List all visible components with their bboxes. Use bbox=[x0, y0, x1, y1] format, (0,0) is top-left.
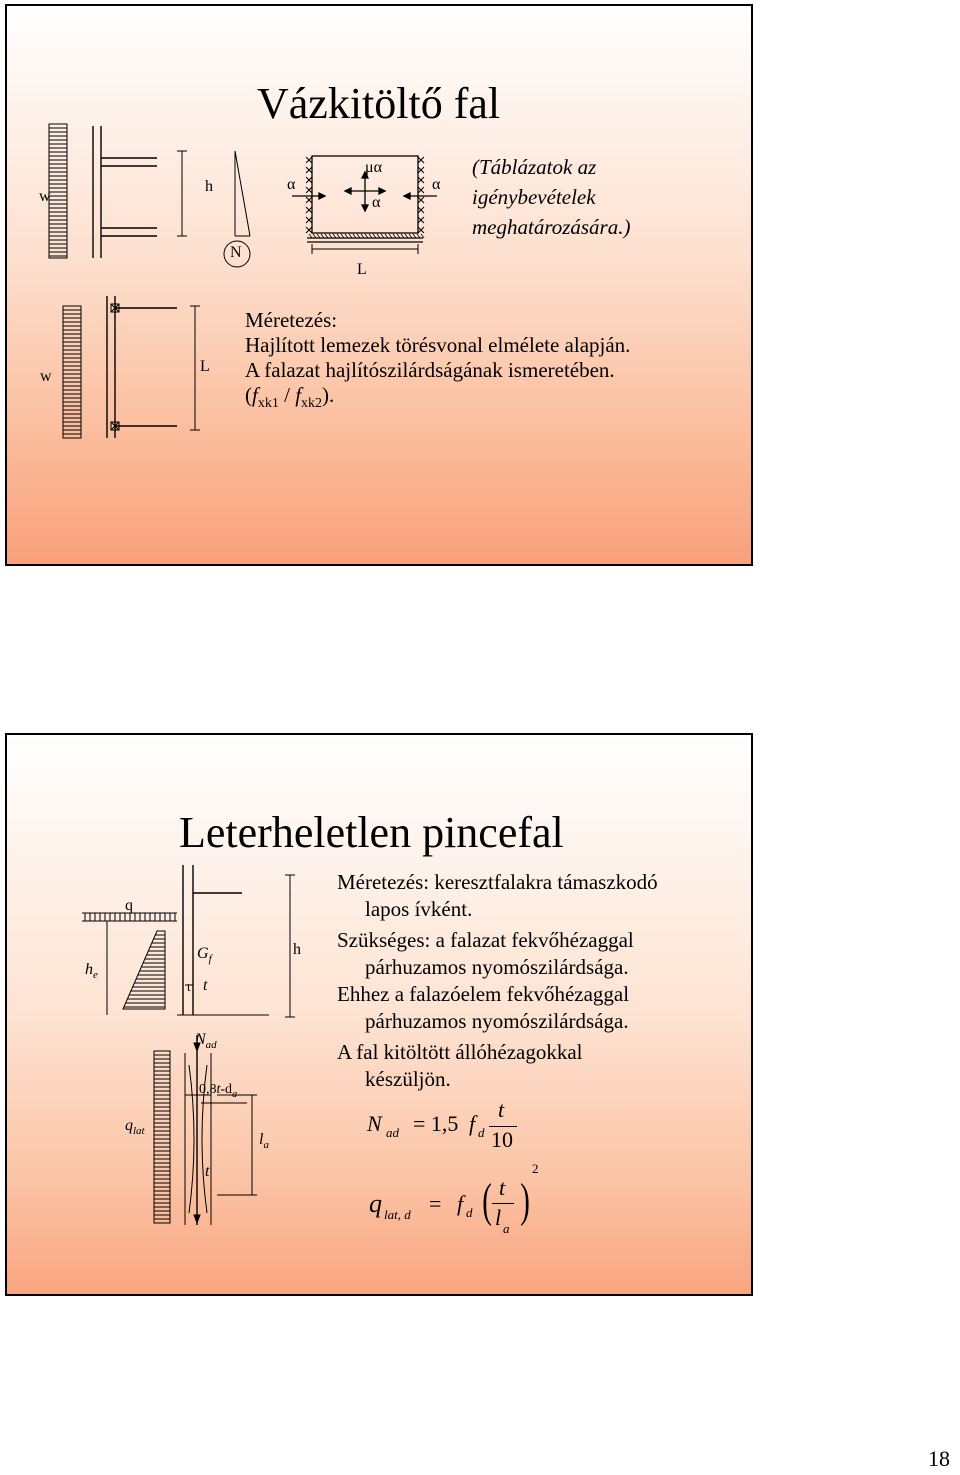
paren-right: ) bbox=[520, 1174, 530, 1227]
slide-title: Leterheletlen pincefal bbox=[179, 808, 564, 857]
label-t-bottom: t bbox=[205, 1163, 210, 1180]
label-w-2: w bbox=[40, 368, 52, 385]
label-he: $h_e$ bbox=[85, 961, 98, 982]
dimension-h bbox=[177, 151, 187, 236]
infill-wall-diagram bbox=[7, 6, 753, 566]
slide-title: Vázkitöltő fal bbox=[257, 79, 501, 128]
note-line-2: igénybevételek bbox=[472, 185, 596, 209]
body-line-1: Méretezés: bbox=[245, 308, 338, 332]
label-alpha-left: α bbox=[287, 176, 296, 193]
paren-left: ( bbox=[482, 1174, 492, 1227]
slide-vazkitolto-fal bbox=[5, 4, 753, 566]
slide-leterheletlen-pincefal: Leterheletlen pincefal q $h_e$ $G_f$ t t h $N_{ad}$ $0,8t-d_a$ $q_{lat}$ $l_a$ t Méretezés: keresztfalakra támaszkodó lapos ívként. Szükséges: a falazat fekvőhézaggal párhuzamos nyomószilárdsága. Ehhez a falazóelem fekvőhézaggal párhuzamos nyomószilárdsága. A fal kitöltött állóhézagokkal készüljön. N ad = 1,5 f d t 10 q lat, d = f d ( t l a ) 2 bbox=[5, 733, 753, 1296]
lateral-load-hatch bbox=[154, 1051, 170, 1223]
label-alpha-mid: α bbox=[372, 194, 381, 211]
label-N: N bbox=[230, 244, 242, 261]
label-h: h bbox=[293, 941, 301, 958]
body-line-7: A fal kitöltött állóhézagokkal bbox=[337, 1040, 583, 1064]
dimension-L bbox=[190, 306, 200, 430]
fraction-bar bbox=[492, 1203, 514, 1204]
label-t: t bbox=[203, 977, 208, 994]
label-alpha-right: α bbox=[432, 176, 441, 193]
label-q: q bbox=[125, 897, 133, 914]
label-lever-arm: $0,8t-d_a$ bbox=[199, 1082, 238, 1100]
label-mu-alpha: μα bbox=[365, 159, 382, 176]
body-line-3: Szükséges: a falazat fekvőhézaggal bbox=[337, 928, 634, 952]
label-t-small: t bbox=[187, 979, 191, 994]
note-line-1: (Táblázatok az bbox=[472, 155, 597, 179]
arch-section bbox=[185, 1035, 257, 1225]
body-line-2: lapos ívként. bbox=[365, 897, 473, 921]
body-line-1: Méretezés: keresztfalakra támaszkodó bbox=[337, 870, 658, 894]
label-la: $l_a$ bbox=[259, 1131, 269, 1152]
body-line-6: párhuzamos nyomószilárdsága. bbox=[365, 1009, 629, 1033]
body-line-4: párhuzamos nyomószilárdsága. bbox=[365, 955, 629, 979]
body-line-5: Ehhez a falazóelem fekvőhézaggal bbox=[337, 982, 630, 1006]
frame-plan bbox=[107, 296, 177, 438]
body-line-3: A falazat hajlítószilárdságának ismeretében. bbox=[245, 358, 615, 382]
strength-formula: $(f_{xk1} / f_{xk2})$. bbox=[245, 383, 335, 412]
design-text bbox=[337, 869, 658, 1093]
label-L-2: L bbox=[200, 358, 210, 375]
note-line-3: meghatározására.) bbox=[472, 215, 631, 239]
label-w: w bbox=[39, 188, 51, 205]
design-text bbox=[245, 308, 630, 416]
table-note bbox=[472, 152, 630, 242]
body-line-8: készüljön. bbox=[365, 1067, 451, 1091]
label-qlat: $q_{lat}$ bbox=[125, 1117, 145, 1138]
label-Nad: $N_{ad}$ bbox=[195, 1031, 217, 1052]
label-Gf: $G_f$ bbox=[197, 945, 212, 966]
label-h: h bbox=[205, 178, 213, 195]
page-number: 18 bbox=[928, 1446, 950, 1471]
body-line-2: Hajlított lemezek törésvonal elmélete alapján. bbox=[245, 333, 631, 357]
label-L: L bbox=[357, 261, 367, 278]
frame-elevation bbox=[93, 126, 157, 258]
